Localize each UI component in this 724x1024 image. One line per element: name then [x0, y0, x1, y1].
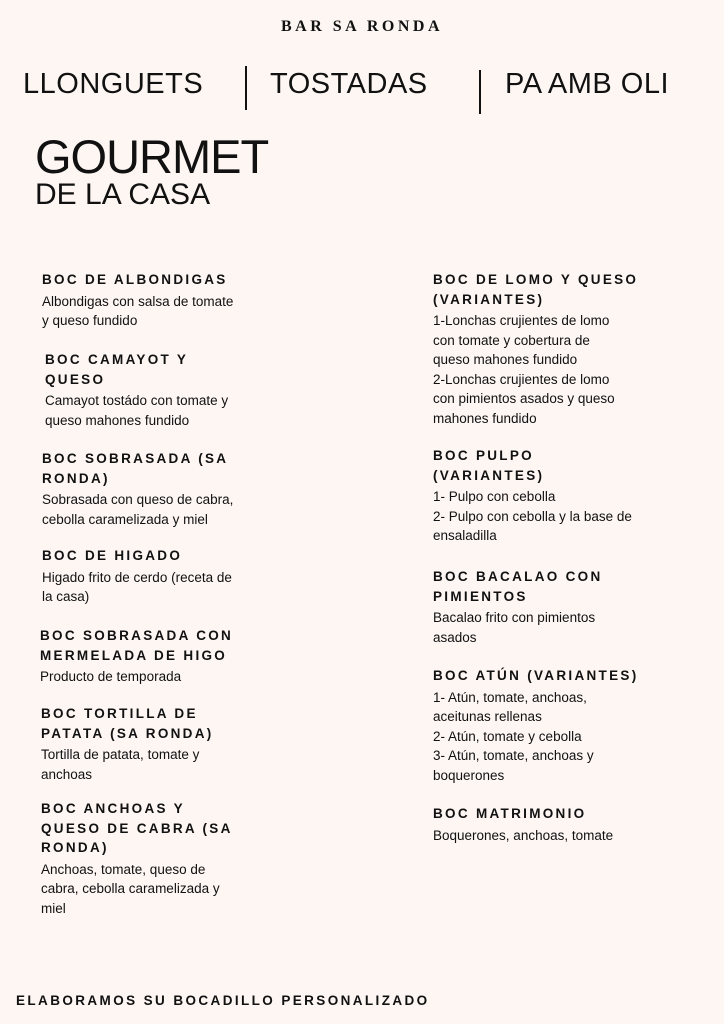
description-line: 2-Lonchas crujientes de lomo: [433, 371, 610, 387]
menu-item-description: [45, 391, 228, 430]
description-line: asados: [433, 629, 477, 645]
description-line: Higado frito de cerdo (receta de: [42, 569, 232, 585]
title-line: BOC TORTILLA DE: [41, 706, 198, 721]
title-line: BOC BACALAO CON: [433, 569, 603, 584]
menu-item-title: [433, 666, 639, 686]
title-line: PATATA (SA RONDA): [41, 725, 214, 741]
description-line: cabra, cebolla caramelizada y: [41, 881, 220, 896]
description-line: queso mahones fundido: [45, 412, 190, 428]
description-line: Sobrasada con queso de cabra,: [42, 492, 234, 507]
title-line: BOC DE HIGADO: [42, 548, 183, 563]
title-line: BOC DE LOMO Y QUESO: [433, 272, 639, 287]
menu-item-title: [433, 446, 632, 485]
description-line: la casa): [42, 589, 90, 604]
title-line: RONDA): [42, 470, 110, 486]
menu-item-title: [45, 350, 228, 389]
description-line: Producto de temporada: [40, 669, 182, 684]
description-line: Anchoas, tomate, queso de: [41, 861, 206, 877]
title-line: MERMELADA DE HIGO: [40, 647, 228, 663]
divider: [245, 66, 247, 110]
menu-item: [433, 446, 632, 546]
menu-item: [433, 666, 639, 785]
title-line: BOC MATRIMONIO: [433, 806, 587, 821]
title-line: (VARIANTES): [433, 467, 545, 483]
title-line: BOC SOBRASADA CON: [40, 628, 234, 643]
description-line: cebolla caramelizada y miel: [42, 511, 208, 527]
description-line: y queso fundido: [42, 313, 138, 328]
menu-item-description: [42, 568, 232, 607]
menu-item: [41, 799, 233, 918]
menu-item: [42, 546, 232, 607]
menu-item-title: [41, 704, 214, 743]
section-subtitle: DE LA CASA: [35, 178, 211, 211]
footer-note: ELABORAMOS SU BOCADILLO PERSONALIZADO: [16, 993, 430, 1008]
menu-item-title: [42, 270, 233, 290]
menu-item-description: [41, 745, 214, 784]
description-line: Bacalao frito con pimientos: [433, 610, 596, 625]
description-line: 1- Atún, tomate, anchoas,: [433, 689, 587, 705]
menu-item-description: [42, 490, 233, 529]
description-line: con pimientos asados y queso: [433, 391, 615, 406]
title-line: QUESO DE CABRA (SA: [41, 820, 233, 836]
menu-item-description: [42, 292, 233, 331]
title-line: BOC CAMAYOT Y: [45, 352, 189, 367]
description-line: 2- Atún, tomate y cebolla: [433, 728, 582, 744]
category-llonguets: LLONGUETS: [23, 68, 204, 100]
title-line: RONDA): [41, 840, 109, 855]
menu-item: [40, 626, 233, 687]
title-line: BOC PULPO: [433, 448, 534, 463]
category-tostadas: TOSTADAS: [270, 68, 428, 100]
description-line: boquerones: [433, 767, 505, 783]
description-line: Albondigas con salsa de tomate: [42, 293, 234, 309]
menu-item-title: [433, 567, 603, 606]
menu-item-title: [42, 449, 233, 488]
menu-item-title: [433, 804, 613, 824]
menu-item: [42, 449, 233, 529]
menu-item: [433, 270, 638, 428]
section-title: GOURMET: [35, 130, 269, 183]
menu-item-description: [433, 688, 639, 786]
menu-item: [433, 567, 603, 647]
description-line: 3- Atún, tomate, anchoas y: [433, 748, 594, 763]
divider: [479, 70, 481, 114]
description-line: aceitunas rellenas: [433, 709, 542, 724]
description-line: Tortilla de patata, tomate y: [41, 747, 200, 762]
description-line: 1-Lonchas crujientes de lomo: [433, 313, 610, 328]
description-line: Boquerones, anchoas, tomate: [433, 827, 614, 843]
description-line: ensaladilla: [433, 528, 497, 543]
menu-item: [45, 350, 228, 430]
menu-item-description: [41, 860, 233, 919]
title-line: BOC ATÚN (VARIANTES): [433, 668, 639, 683]
menu-item-description: [40, 667, 233, 687]
title-line: BOC ANCHOAS Y: [41, 801, 185, 816]
menu-item: [42, 270, 233, 331]
menu-item-description: [433, 608, 603, 647]
title-line: PIMIENTOS: [433, 588, 528, 604]
menu-item-description: [433, 826, 613, 846]
description-line: 2- Pulpo con cebolla y la base de: [433, 508, 632, 524]
menu-item-title: [433, 270, 638, 309]
description-line: con tomate y cobertura de: [433, 332, 590, 348]
title-line: (VARIANTES): [433, 291, 545, 307]
menu-item-description: [433, 311, 638, 428]
title-line: BOC SOBRASADA (SA: [42, 451, 229, 466]
menu-item-description: [433, 487, 632, 546]
menu-item: [41, 704, 214, 784]
description-line: miel: [41, 900, 66, 916]
title-line: QUESO: [45, 371, 106, 387]
category-pa-amb-oli: PA AMB OLI: [505, 68, 670, 100]
menu-item-title: [41, 799, 233, 858]
description-line: 1- Pulpo con cebolla: [433, 489, 556, 504]
menu-item: [433, 804, 613, 845]
menu-item-title: [40, 626, 233, 665]
description-line: Camayot tostádo con tomate y: [45, 393, 229, 408]
brand-name: BAR SA RONDA: [280, 18, 443, 35]
menu-item-title: [42, 546, 232, 566]
description-line: queso mahones fundido: [433, 352, 578, 367]
description-line: mahones fundido: [433, 410, 537, 426]
title-line: BOC DE ALBONDIGAS: [42, 272, 228, 287]
description-line: anchoas: [41, 766, 93, 782]
